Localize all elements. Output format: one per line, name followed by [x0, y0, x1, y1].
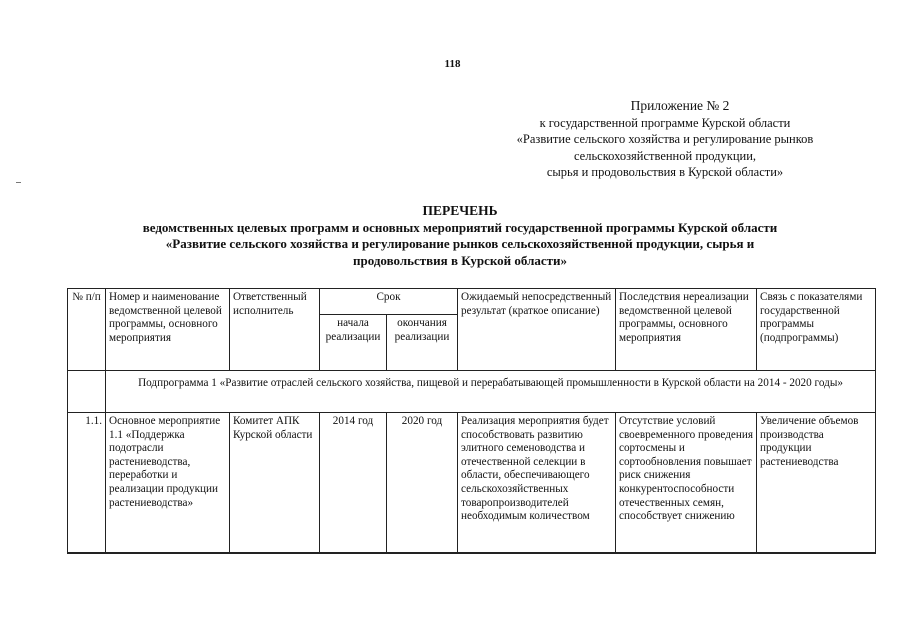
- measures-table: [67, 288, 876, 554]
- table-row: [68, 413, 876, 553]
- row-end: 2020 год: [387, 413, 458, 553]
- title-heading: ПЕРЕЧЕНЬ: [422, 203, 498, 218]
- table-header-row: [68, 289, 876, 315]
- appendix-line: «Развитие сельского хозяйства и регулирование рынков: [516, 132, 814, 146]
- appendix-header: [470, 98, 860, 181]
- header-term-start: начала реализации: [320, 315, 387, 371]
- scan-artifact: [16, 182, 21, 183]
- title-line: «Развитие сельского хозяйства и регулирование рынков сельскохозяйственной продукции, сырья и: [165, 236, 755, 251]
- subprogram-title: Подпрограмма 1 «Развитие отраслей сельского хозяйства, пищевой и перерабатывающей промышленности в Курской области на 2014 - 2020 годы»: [106, 371, 876, 413]
- appendix-line: сельскохозяйственной продукции,: [573, 148, 757, 163]
- row-name: Основное мероприятие 1.1 «Поддержка подотрасли растениеводства, переработки и реализации продукции растениеводства»: [106, 413, 230, 553]
- row-link: Увеличение объемов производства продукции растениеводства: [757, 413, 876, 553]
- document-title: [60, 203, 860, 269]
- appendix-line: к государственной программе Курской области: [539, 115, 791, 130]
- header-consequences: Последствия нереализации ведомственной целевой программы, основного мероприятия: [616, 289, 757, 371]
- row-expected: Реализация мероприятия будет способствовать развитию элитного семеноводства и отечественной селекции в области, обеспечивающего сельскохозяйственных товаропроизводителей необходимым количеством: [458, 413, 616, 553]
- appendix-number: Приложение № 2: [630, 98, 730, 113]
- subprogram-num-cell: [68, 371, 106, 413]
- row-consequences: Отсутствие условий своевременного проведения сортосмены и сортообновления повышает риск снижения конкурентоспособности отечественных семян, способствует снижению: [616, 413, 757, 553]
- row-executor: Комитет АПК Курской области: [230, 413, 320, 553]
- row-num: 1.1.: [68, 413, 106, 553]
- title-line: продовольствия в Курской области»: [352, 252, 568, 268]
- header-term: Срок: [320, 289, 458, 315]
- header-expected: Ожидаемый непосредственный результат (краткое описание): [458, 289, 616, 371]
- header-term-end: окончания реализации: [387, 315, 458, 371]
- appendix-line: сырья и продовольствия в Курской области»: [546, 165, 784, 179]
- header-link: Связь с показателями государственной программы (подпрограммы): [757, 289, 876, 371]
- row-start: 2014 год: [320, 413, 387, 553]
- header-num: № п/п: [68, 289, 106, 371]
- subprogram-row: [68, 371, 876, 413]
- header-name: Номер и наименование ведомственной целевой программы, основного мероприятия: [106, 289, 230, 371]
- header-executor: Ответственный исполнитель: [230, 289, 320, 371]
- page-number: 118: [444, 58, 461, 70]
- title-line: ведомственных целевых программ и основных мероприятий государственной программы Курской области: [142, 219, 778, 235]
